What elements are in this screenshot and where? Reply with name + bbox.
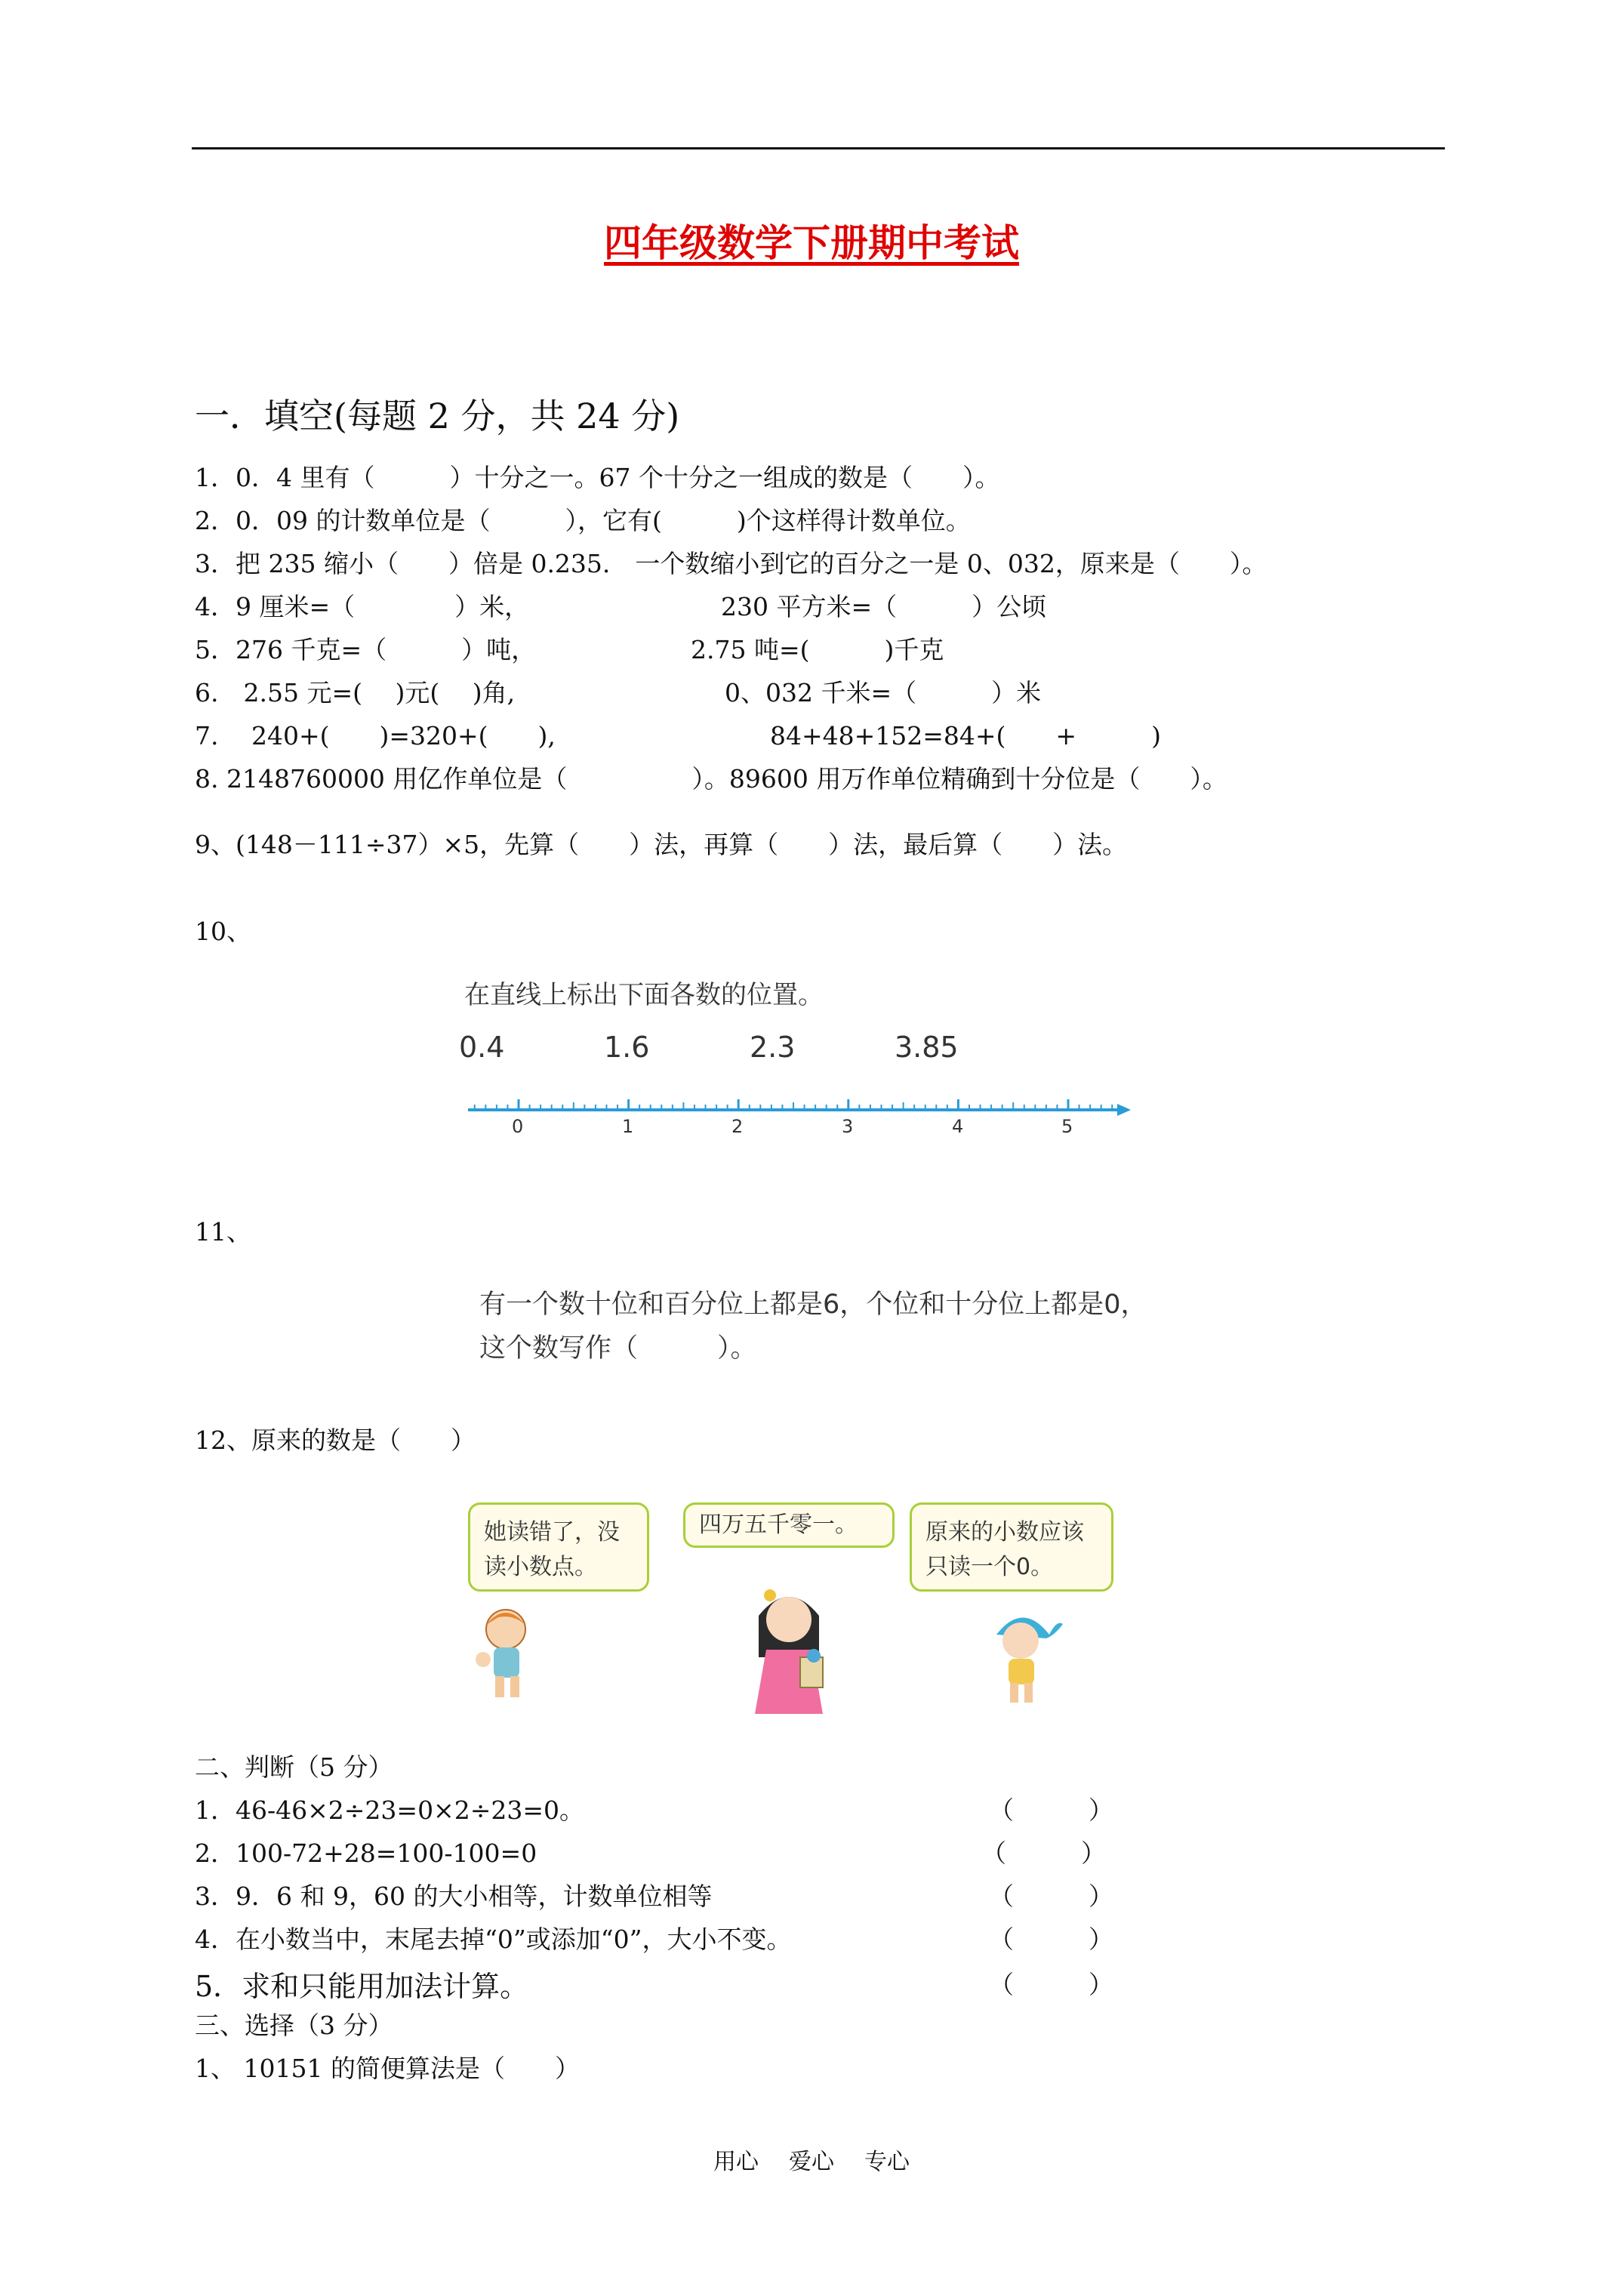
- header-rule: [192, 147, 1445, 149]
- number-line-tick-label: 5: [1061, 1116, 1073, 1137]
- question-6b: 0、032 千米=（ ）米: [725, 678, 1042, 707]
- number-line-value: 1.6: [604, 1031, 650, 1064]
- question-11-line-2: 这个数写作（ ）。: [479, 1333, 757, 1364]
- footer-word: 专心: [864, 2149, 910, 2175]
- cartoon-girl-right: [974, 1604, 1072, 1710]
- question-4a: 4．9 厘米=（ ）米，: [195, 592, 530, 621]
- number-line-value: 2.3: [750, 1031, 796, 1064]
- judge-item-2: 2．100-72+28=100-100=0: [195, 1838, 537, 1868]
- question-12-label: 12、原来的数是（ ）: [195, 1425, 476, 1455]
- number-line-tick-label: 3: [842, 1116, 854, 1137]
- question-8: 8. 2148760000 用亿作单位是（ ）。89600 用万作单位精确到十分位是（ ）。: [195, 764, 1227, 794]
- speech-bubble: 四万五千零一。: [683, 1502, 895, 1548]
- question-11-label: 11、: [195, 1217, 251, 1247]
- judge-item-3: 3．9．6 和 9，60 的大小相等，计数单位相等: [195, 1881, 713, 1911]
- number-line-tick-label: 4: [952, 1116, 964, 1137]
- answer-blank[interactable]: （ ）: [989, 1925, 1113, 1954]
- question-6a: 6. 2.55 元=( )元( )角,: [195, 678, 516, 707]
- number-line-tick-label: 0: [512, 1116, 524, 1137]
- number-line-value: 0.4: [459, 1031, 505, 1064]
- question-5a: 5．276 千克=（ ）吨，: [195, 635, 537, 664]
- number-line-value: 3.85: [895, 1031, 959, 1064]
- judge-item-5: 5．求和只能用加法计算。: [195, 1970, 529, 2003]
- question-11-line-1: 有一个数十位和百分位上都是6，个位和十分位上都是0，: [479, 1290, 1147, 1320]
- answer-blank[interactable]: （ ）: [989, 1795, 1113, 1825]
- section-3-heading: 三、选择（3 分）: [195, 2011, 393, 2040]
- number-line-tick-label: 2: [731, 1116, 744, 1137]
- speech-bubble: 原来的小数应该只读一个0。: [910, 1502, 1113, 1592]
- judge-item-1: 1．46-46×2÷23=0×2÷23=0。: [195, 1795, 584, 1825]
- question-7a: 7. 240+( )=320+( ),: [195, 721, 556, 750]
- number-line-instruction: 在直线上标出下面各数的位置。: [464, 980, 824, 1010]
- number-line-tick-label: 1: [622, 1116, 634, 1137]
- section-1-heading: 一．填空(每题 2 分，共 24 分): [195, 396, 680, 436]
- question-1: 1．0．4 里有（ ）十分之一。67 个十分之一组成的数是（ ）。: [195, 463, 1000, 492]
- question-3: 3．把 235 缩小（ ）倍是 0.235. 一个数缩小到它的百分之一是 0、032，原来是（ ）。: [195, 549, 1267, 578]
- question-9: 9、(148－111÷37）×5，先算（ ）法，再算（ ）法，最后算（ ）法。: [195, 830, 1128, 859]
- question-10-label: 10、: [195, 917, 251, 946]
- answer-blank[interactable]: （ ）: [981, 1838, 1106, 1868]
- question-5b: 2.75 吨=( )千克: [691, 635, 944, 664]
- cartoon-boy-left: [460, 1601, 551, 1706]
- cartoon-girl-center: [725, 1574, 853, 1718]
- question-4b: 230 平方米=（ ）公顷: [721, 592, 1047, 621]
- answer-blank[interactable]: （ ）: [989, 1881, 1113, 1911]
- number-line: [453, 1080, 1132, 1148]
- footer-word: 爱心: [789, 2149, 834, 2175]
- speech-bubble: 她读错了，没读小数点。: [468, 1502, 649, 1592]
- question-7b: 84+48+152=84+( + ): [770, 721, 1161, 750]
- question-2: 2．0．09 的计数单位是（ ），它有( )个这样得计数单位。: [195, 506, 971, 535]
- choice-item-1: 1、 10151 的简便算法是（ ）: [195, 2054, 580, 2083]
- judge-item-4: 4．在小数当中，末尾去掉“0”或添加“0”，大小不变。: [195, 1925, 792, 1954]
- page-title: 四年级数学下册期中考试: [604, 220, 1019, 265]
- footer-word: 用心: [713, 2149, 759, 2175]
- footer: [0, 2143, 1623, 2176]
- section-2-heading: 二、判断（5 分）: [195, 1752, 393, 1782]
- answer-blank[interactable]: （ ）: [989, 1970, 1113, 1999]
